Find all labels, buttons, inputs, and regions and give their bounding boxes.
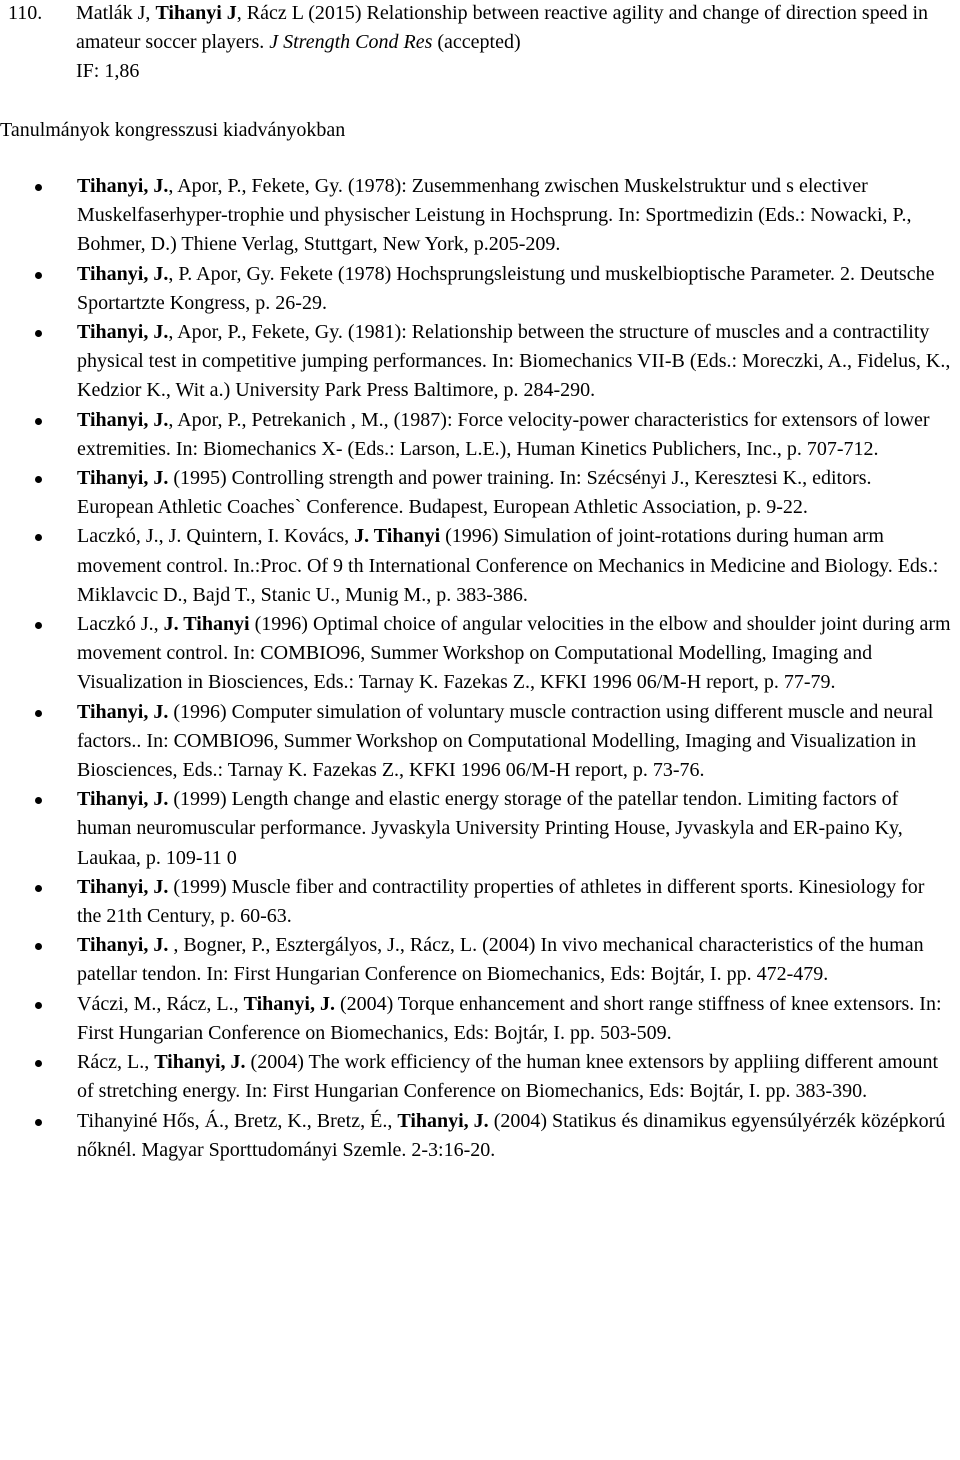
bibliography-entry: [0, 698, 952, 786]
entry-citation-text: (1996) Optimal choice of angular velocities in the elbow and shoulder joint during arm movement control. In: COMBIO96, Summer Workshop on Computational Modelling, Imaging and Visualization in Biosciences, Eds.: Tarnay K. Fazekas Z., KFKI 1996 06/M-H report, p. 77-79.: [77, 613, 951, 694]
entry-citation-text: (1999) Muscle fiber and contractility properties of athletes in different sports. Kinesiology for the 21th Century, p. 60-63.: [77, 875, 925, 928]
entry-author-highlight: Tihanyi, J.: [77, 262, 169, 285]
entry-author-highlight: Tihanyi, J.: [77, 467, 169, 490]
reference-status: (accepted): [432, 31, 521, 54]
reference-journal: J Strength Cond Res: [269, 31, 433, 54]
bibliography-entry: [0, 785, 952, 873]
entry-authors-prefix: Rácz, L.,: [77, 1051, 155, 1074]
bullet-icon: [35, 1060, 42, 1067]
bibliography-entry: [0, 318, 952, 406]
entry-author-highlight: J. Tihanyi: [163, 613, 250, 636]
reference-text: [76, 0, 948, 87]
entry-author-highlight: Tihanyi, J.: [77, 788, 169, 811]
entry-citation-text: , Apor, P., Fekete, Gy. (1978): Zusemmenhang zwischen Muskelstruktur und s electiver Muskelfaserhyper-trophie und physischer Leistung in Hochsprung. In: Sportmedizin (Eds.: Nowacki, P., Bohmer, D.) Thiene Verlag, Stuttgart, New York, p.205-209.: [77, 175, 912, 256]
bullet-icon: [35, 1119, 42, 1126]
bibliography-entry: [0, 522, 952, 610]
entry-author-highlight: Tihanyi, J.: [243, 992, 335, 1015]
bullet-icon: [35, 797, 42, 804]
bullet-icon: [35, 184, 42, 191]
bullet-icon: [35, 885, 42, 892]
bibliography-entry: [0, 610, 952, 698]
bibliography-list: [0, 172, 952, 1165]
bullet-icon: [35, 476, 42, 483]
reference-title: , Rácz L (2015) Relationship between reactive agility and change of direction speed in amateur soccer players.: [76, 2, 929, 54]
entry-citation-text: (2004) Torque enhancement and short range stiffness of knee extensors. In: First Hungarian Conference on Biomechanics, Eds: Bojtár, I. pp. 503-509.: [77, 992, 942, 1044]
entry-author-highlight: Tihanyi, J.: [77, 875, 169, 898]
entry-author-highlight: Tihanyi, J.: [77, 175, 169, 197]
entry-authors-prefix: Tihanyiné Hős, Á., Bretz, K., Bretz, É.,: [77, 1109, 398, 1132]
entry-citation-text: (1996) Simulation of joint-rotations during human arm movement control. In.:Proc. Of 9 th International Conference on Mechanics in Medicine and Biology. Eds.: Miklavcic D., Bajd T., Stanic U., Munig M., p. 383-386.: [77, 525, 939, 606]
reference-authors: Matlák J,: [76, 2, 156, 24]
entry-citation-text: (1996) Computer simulation of voluntary muscle contraction using different muscle and neural factors.. In: COMBIO96, Summer Workshop on Computational Modelling, Imaging and Visualization in Biosciences, Eds.: Tarnay K. Fazekas Z., KFKI 1996 06/M-H report, p. 73-76.: [77, 700, 934, 782]
entry-citation-text: (1999) Length change and elastic energy storage of the patellar tendon. Limiting factors of human neuromuscular performance. Jyvaskyla University Printing House, Jyvaskyla and ER-paino Ky, Laukaa, p. 109-11 0: [77, 788, 903, 869]
entry-citation-text: (1995) Controlling strength and power training. In: Szécsényi J., Keresztesi K., editors. European Athletic Coaches` Conference. Budapest, European Athletic Association, p. 9-22.: [77, 467, 872, 519]
bibliography-entry: [0, 873, 952, 931]
bullet-icon: [35, 622, 42, 629]
bibliography-entry: [0, 931, 952, 989]
reference-author-highlight: Tihanyi J: [155, 2, 237, 24]
bullet-icon: [35, 418, 42, 425]
bibliography-entry: [0, 990, 952, 1048]
top-reference-entry: [8, 0, 948, 87]
impact-factor: IF: 1,86: [76, 60, 140, 83]
entry-author-highlight: Tihanyi, J.: [397, 1109, 489, 1132]
entry-author-highlight: J. Tihanyi: [354, 525, 441, 548]
bullet-icon: [35, 272, 42, 279]
bullet-icon: [35, 330, 42, 337]
bibliography-entry: [0, 172, 952, 260]
entry-citation-text: , Apor, P., Petrekanich , M., (1987): Force velocity-power characteristics for extensors of lower extremities. In: Biomechanics X- (Eds.: Larson, L.E.), Human Kinetics Publichers, Inc., p. 707-712.: [77, 408, 930, 460]
entry-authors-prefix: Váczi, M., Rácz, L.,: [77, 992, 244, 1015]
entry-citation-text: , Bogner, P., Esztergályos, J., Rácz, L. (2004) In vivo mechanical characteristics of the human patellar tendon. In: First Hungarian Conference on Biomechanics, Eds: Bojtár, I. pp. 472-479.: [77, 934, 924, 986]
bibliography-entry: [0, 1048, 952, 1106]
entry-citation-text: , Apor, P., Fekete, Gy. (1981): Relationship between the structure of muscles and a contractility physical test in competitive jumping performances. In: Biomechanics VII-B (Eds.: Moreczki, A., Fidelus, K., Kedzior K., Wit a.) University Park Press Baltimore, p. 284-290.: [77, 321, 951, 402]
entry-author-highlight: Tihanyi, J.: [77, 700, 169, 723]
bullet-icon: [35, 943, 42, 950]
bullet-icon: [35, 710, 42, 717]
entry-author-highlight: Tihanyi, J.: [77, 321, 169, 344]
entry-author-highlight: Tihanyi, J.: [154, 1051, 246, 1074]
section-heading: Tanulmányok kongresszusi kiadványokban: [0, 119, 346, 141]
entry-citation-text: , P. Apor, Gy. Fekete (1978) Hochsprungsleistung und muskelbioptische Parameter. 2. Deutsche Sportartzte Kongress, p. 26-29.: [77, 262, 935, 314]
bullet-icon: [35, 534, 42, 541]
entry-author-highlight: Tihanyi, J.: [77, 934, 169, 957]
bibliography-entry: [0, 1107, 952, 1165]
reference-number: 110.: [8, 2, 43, 24]
entry-authors-prefix: Laczkó J.,: [77, 613, 164, 636]
entry-citation-text: (2004) The work efficiency of the human knee extensors by appliing different amount of stretching energy. In: First Hungarian Conference on Biomechanics, Eds: Bojtár, I. pp. 383-390.: [77, 1051, 939, 1103]
bibliography-entry: [0, 260, 952, 318]
entry-authors-prefix: Laczkó, J., J. Quintern, I. Kovács,: [77, 525, 355, 548]
bibliography-entry: [0, 464, 952, 522]
entry-citation-text: (2004) Statikus és dinamikus egyensúlyérzék középkorú nőknél. Magyar Sporttudományi Szemle. 2-3:16-20.: [77, 1109, 946, 1161]
entry-author-highlight: Tihanyi, J.: [77, 408, 169, 431]
bullet-icon: [35, 1002, 42, 1009]
bibliography-entry: [0, 406, 952, 464]
